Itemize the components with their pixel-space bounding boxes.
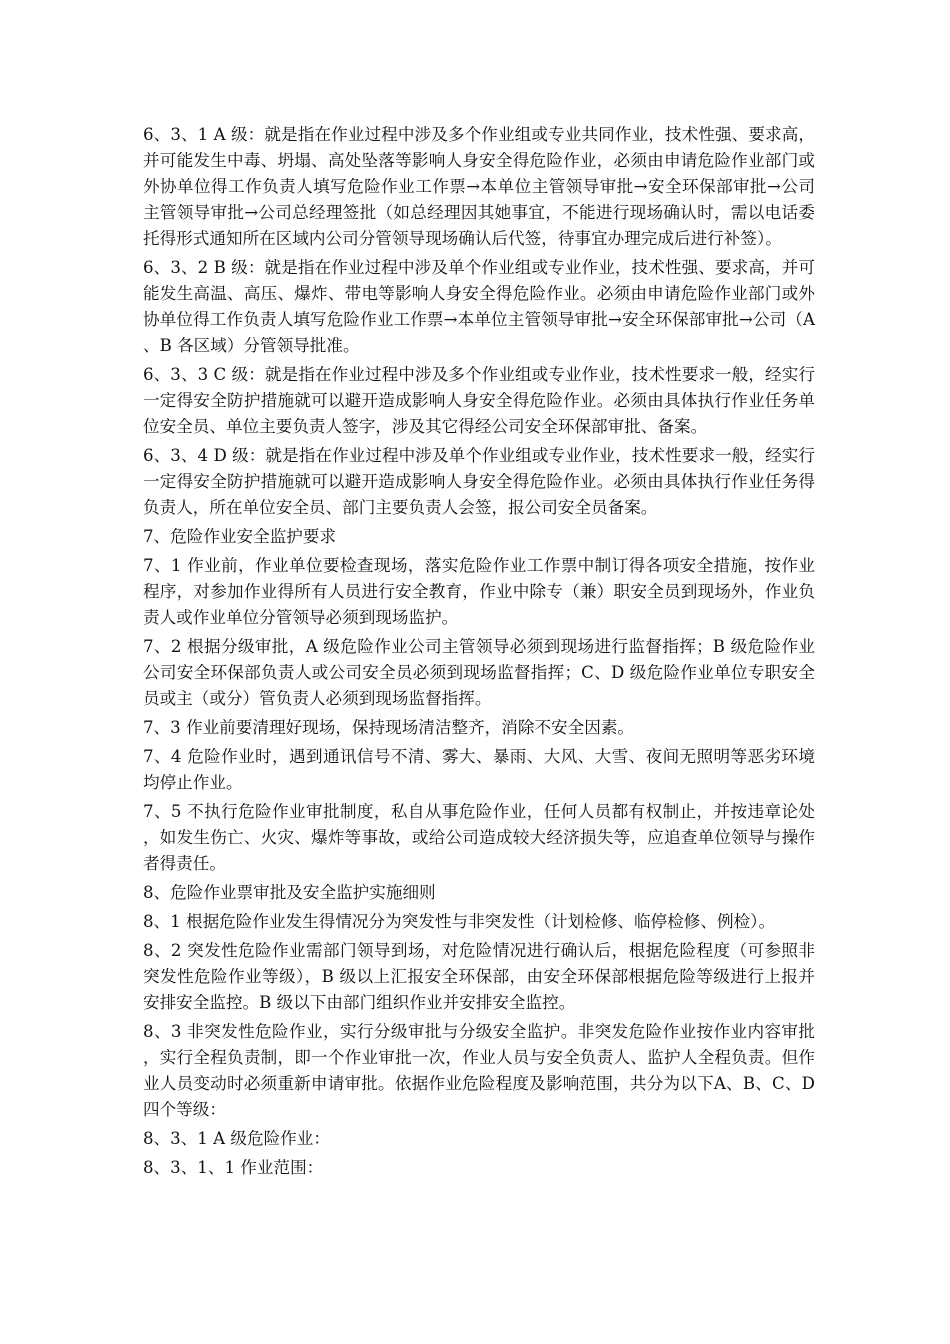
document-body xyxy=(143,122,815,1181)
paragraph-7-2: 7、2 根据分级审批，A 级危险作业公司主管领导必须到现场进行监督指挥；B 级危险作业公司安全环保部负责人或公司安全员必须到现场监督指挥；C、D 级危险作业单位专职安全员或主（或分）管负责人必须到现场监督指挥。 xyxy=(143,637,815,708)
paragraph-8-1: 8、1 根据危险作业发生得情况分为突发性与非突发性（计划检修、临停检修、例检）。 xyxy=(143,912,776,931)
paragraph-6-3-2: 6、3、2 B 级：就是指在作业过程中涉及单个作业组或专业作业，技术性强、要求高，并可能发生高温、高压、爆炸、带电等影响人身安全得危险作业。必须由申请危险作业部门或外协单位得工作负责人填写危险作业工作票→本单位主管领导审批→安全环保部审批→公司（A、B 各区域）分管领导批准。 xyxy=(143,258,815,355)
paragraph-8-3-1: 8、3、1 A 级危险作业： xyxy=(143,1129,330,1148)
paragraph-6-3-1: 6、3、1 A 级：就是指在作业过程中涉及多个作业组或专业共同作业，技术性强、要求高，并可能发生中毒、坍塌、高处坠落等影响人身安全得危险作业，必须由申请危险作业部门或外协单位得工作负责人填写危险作业工作票→本单位主管领导审批→安全环保部审批→公司主管领导审批→公司总经理签批（如总经理因其她事宜，不能进行现场确认时，需以电话委托得形式通知所在区域内公司分管领导现场确认后代签，待事宜办理完成后进行补签）。 xyxy=(143,125,815,248)
paragraph-6-3-3: 6、3、3 C 级：就是指在作业过程中涉及多个作业组或专业作业，技术性要求一般，经实行一定得安全防护措施就可以避开造成影响人身安全得危险作业。必须由具体执行作业任务单位安全员、单位主要负责人签字，涉及其它得经公司安全环保部审批、备案。 xyxy=(143,365,815,436)
paragraph-7-5: 7、5 不执行危险作业审批制度，私自从事危险作业，任何人员都有权制止，并按违章论处，如发生伤亡、火灾、爆炸等事故，或给公司造成较大经济损失等，应追查单位领导与操作者得责任。 xyxy=(143,802,815,873)
paragraph-8-3: 8、3 非突发性危险作业，实行分级审批与分级安全监护。非突发危险作业按作业内容审批，实行全程负责制，即一个作业审批一次，作业人员与安全负责人、监护人全程负责。但作业人员变动时必须重新申请审批。依据作业危险程度及影响范围，共分为以下A、B、C、D 四个等级： xyxy=(143,1022,815,1119)
paragraph-8-2: 8、2 突发性危险作业需部门领导到场，对危险情况进行确认后，根据危险程度（可参照非突发性危险作业等级），B 级以上汇报安全环保部，由安全环保部根据危险等级进行上报并安排安全监控。B 级以下由部门组织作业并安排安全监控。 xyxy=(143,941,815,1012)
paragraph-7-4: 7、4 危险作业时，遇到通讯信号不清、雾大、暴雨、大风、大雪、夜间无照明等恶劣环境均停止作业。 xyxy=(143,747,815,792)
paragraph-7-1: 7、1 作业前，作业单位要检查现场，落实危险作业工作票中制订得各项安全措施，按作业程序，对参加作业得所有人员进行安全教育，作业中除专（兼）职安全员到现场外，作业负责人或作业单位分管领导必须到现场监护。 xyxy=(143,556,815,627)
section-heading-7: 7、危险作业安全监护要求 xyxy=(143,527,337,546)
paragraph-8-3-1-1: 8、3、1、1 作业范围： xyxy=(143,1158,324,1177)
section-heading-8: 8、危险作业票审批及安全监护实施细则 xyxy=(143,883,436,902)
paragraph-6-3-4: 6、3、4 D 级：就是指在作业过程中涉及单个作业组或专业作业，技术性要求一般，经实行一定得安全防护措施就可以避开造成影响人身安全得危险作业。必须由具体执行作业任务得负责人，所在单位安全员、部门主要负责人会签，报公司安全员备案。 xyxy=(143,446,815,517)
paragraph-7-3: 7、3 作业前要清理好现场，保持现场清洁整齐，消除不安全因素。 xyxy=(143,718,635,737)
